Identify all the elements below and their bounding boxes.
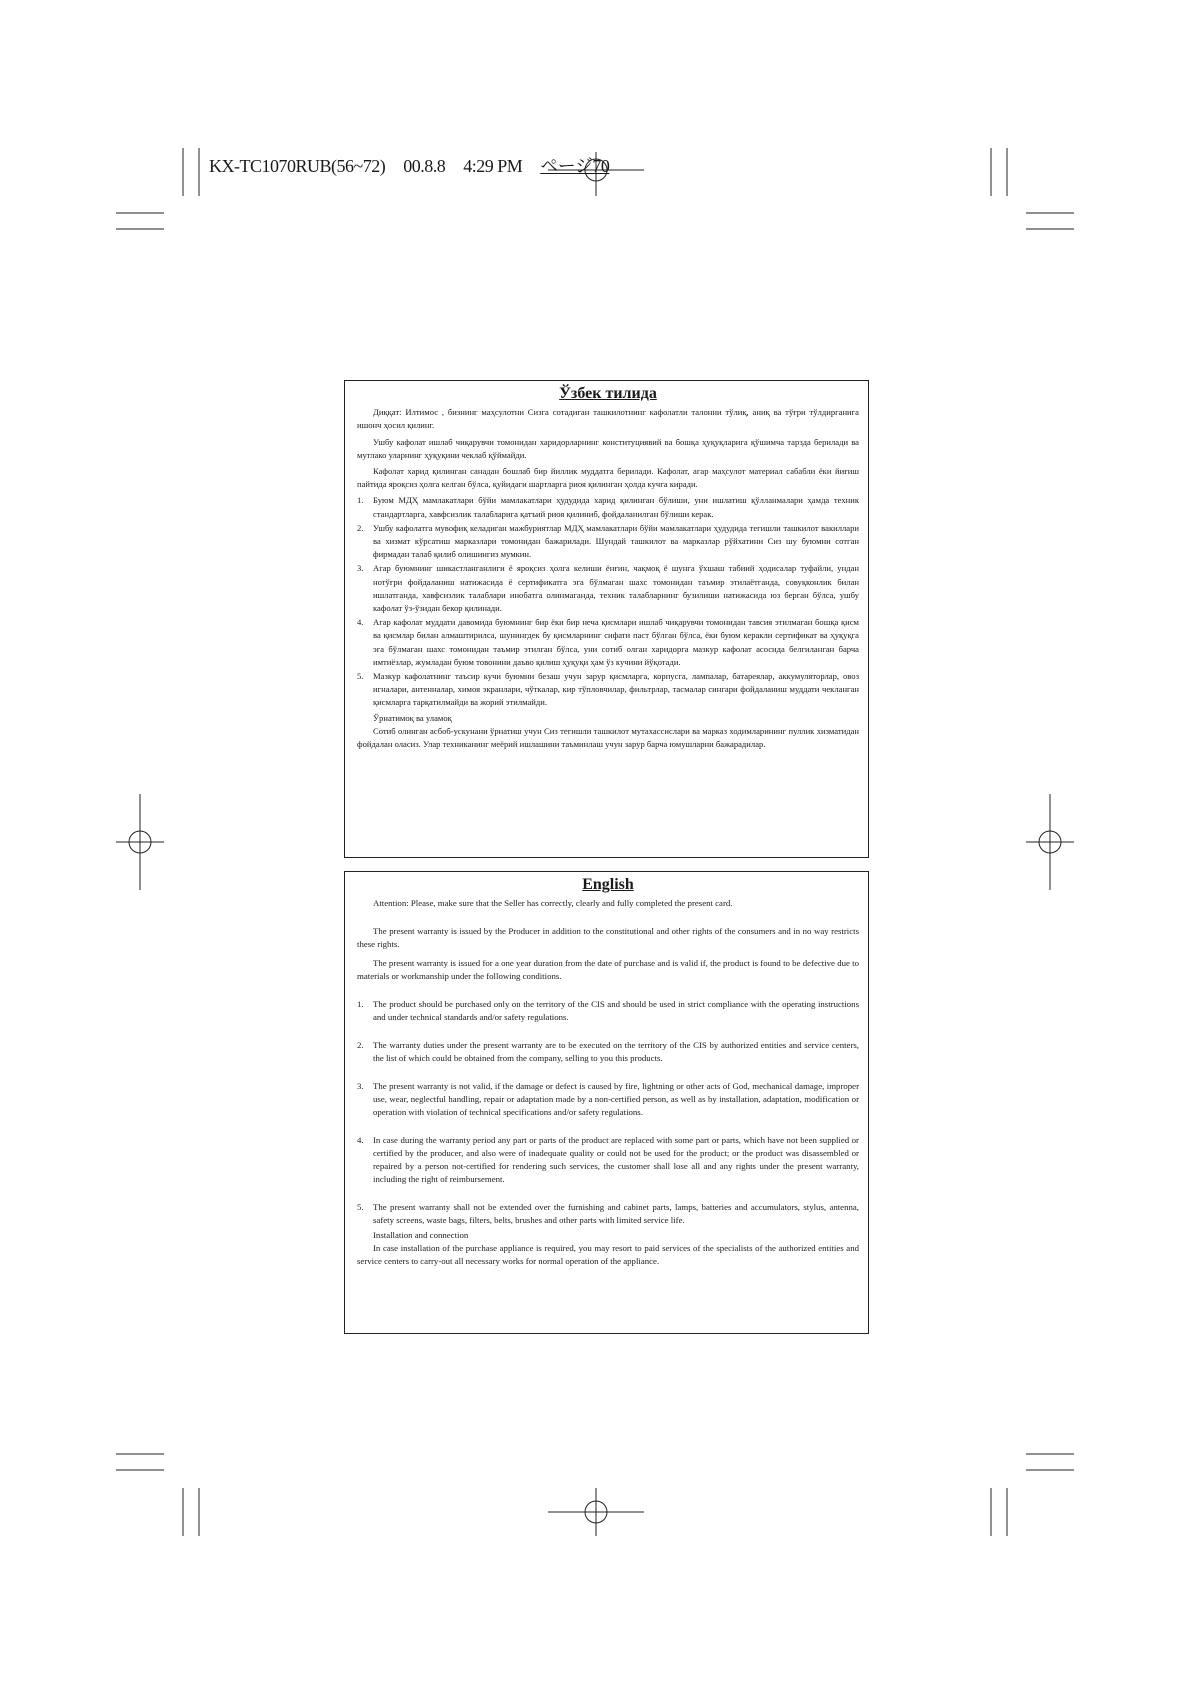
item-number: 4.	[357, 617, 364, 628]
item-text: The present warranty is not valid, if the damage or defect is caused by fire, lightning or other acts of God, mechanical damage, improper use, wear, neglectful handling, repair or adaptation made by a non-certified person, as well as by installation, adaptation, modification or operation with violation of technical specifications and/or safety regulations.	[373, 1081, 859, 1117]
list-item	[357, 1201, 859, 1227]
uzbek-title: Ўзбек тилида	[559, 385, 657, 402]
uzbek-paragraph: Ушбу кафолат ишлаб чиқарувчи томонидан харидорларнинг конституциявий ва бошқа ҳуқуқларига қўшимча тарзда берилади ва мутлако уларнинг ҳуқуқини чеклаб қўймайди.	[357, 436, 859, 460]
list-item	[357, 494, 859, 520]
item-number: 2.	[357, 522, 364, 533]
english-paragraph: The present warranty is issued by the Producer in addition to the constitutional and other rights of the consumers and in no way restricts these rights.	[357, 926, 859, 949]
header-page-label: ページ70	[540, 156, 610, 176]
uzbek-install-heading: Ўрнатимоқ ва уламоқ	[373, 712, 452, 723]
print-header	[209, 152, 609, 178]
item-number: 1.	[357, 495, 364, 506]
item-text: Мазкур кафолатнинг таъсир кучи буюмни безаш учун зарур қисмларга, корпусга, лампалар, батареялар, аккумуляторлар, овоз игналари, антенналар, химоя экранлари, чўткалар, кир тўпловчилар, фильтрлар, тасмалар сингари фойдаланиш муддати чекланган қисмларга тарқатилмайди ва жорий этилмайди.	[373, 671, 859, 708]
english-conditions-list	[357, 998, 859, 1227]
item-number: 5.	[357, 671, 364, 682]
uzbek-conditions-list	[357, 494, 859, 709]
list-item	[357, 1039, 859, 1065]
list-item	[357, 670, 859, 710]
english-install-heading: Installation and connection	[373, 1230, 469, 1240]
uzbek-paragraph: Кафолат харид қилинган санадан бошлаб бир йиллик муддатга берилади. Кафолат, агар маҳсулот материал сабабли ёки йиғиш пайтида яроқсиз ҳолга келган бўлса, қуйидаги шартларга риоя қилинган ҳолда кучга киради.	[357, 466, 859, 490]
item-number: 4.	[357, 1135, 364, 1145]
item-number: 1.	[357, 999, 364, 1009]
item-text: In case during the warranty period any part or parts of the product are replaced with some part or parts, which have not been supplied or certified by the producer, and also were of inadequate quality or could not be used for the product; or the product was disassembled or repaired by a person not-certified for rendering such services, the customer shall lose all and any rights under the present warranty, including the right of reimbursement.	[373, 1135, 859, 1184]
item-number: 3.	[357, 1081, 364, 1091]
item-text: Буюм МДҲ мамлакатлари бўйи мамлакатлари ҳудудида харид қилинган бўлиши, уни ишлатиш қўлланмалари ҳамда техник стандартларга, хавфсизлик талабларига қатъий риоя қилиниб, фойдаланилган бўлиши керак.	[373, 495, 859, 519]
list-item	[357, 522, 859, 562]
item-text: Агар буюмнинг шикастланганлиги ё яроқсиз ҳолга келиши ёнғин, чақмоқ ё шунга ўхшаш табиий ҳодисалар туфайли, ундан нотўғри фойдаланиш натижасида ё сертификатга эга бўлмаган шахс томонидан таъмир этилаётганда, совуқконлик билан ишлатганда, хавфсизлик талаблари инобатга олинмаганда, техник талабларнинг бузилиши натижасида юз берган бўлса, ушбу кафолат ўз-ўзидан бекор қилинади.	[373, 563, 859, 614]
item-text: Агар кафолат муддати давомида буюмнинг бир ёки бир неча қисмлари ишлаб чиқарувчи томонидан тавсия этилмаган бошқа қисм ва қисмлар билан алмаштирилса, шунингдек бу қисмларнинг сифати паст бўлган бўлса, ёки буюм керакли сертификат ва ҳуқуқга эга бўлмаган шахс томонидан таъмир этилган бўлса, уни сотиб олган харидорга мазкур кафолат асосида белгиланган барча имтиёзлар, жумладан буюм товонини даъво қилиш ҳуқуқи ҳам ўз кучини йўқотади.	[373, 617, 859, 667]
item-text: The present warranty shall not be extended over the furnishing and cabinet parts, lamps, batteries and accumulators, stylus, antenna, safety screens, waste bags, filters, belts, brushes and other parts with limited service life.	[373, 1202, 859, 1225]
item-number: 5.	[357, 1202, 364, 1212]
item-text: Ушбу кафолатга мувофиқ келадиган мажбуриятлар МДҲ мамлакатлари бўйи мамлакатлари ҳудудида тегишли ташкилот вакиллари ва хизмат кўрсатиш марказлари томонидан бажарилади. Шундай ташкилот ва марказлар рўйхатини Сиз шу буюмни сотган фирмадан талаб қилиб олишингиз мумкин.	[373, 522, 859, 560]
item-text: The warranty duties under the present warranty are to be executed on the territory of the CIS by authorized entities and service centers, the list of which could be obtained from the company, selling to you this products.	[373, 1040, 859, 1063]
list-item	[357, 562, 859, 615]
list-item	[357, 1134, 859, 1186]
header-date: 00.8.8	[403, 156, 446, 176]
header-file: KX-TC1070RUB(56~72)	[209, 156, 386, 176]
english-title: English	[582, 876, 634, 893]
header-time: 4:29 PM	[463, 156, 523, 176]
english-install-text: In case installation of the purchase appliance is required, you may resort to paid services of the specialists of the authorized entities and service centers to carry-out all necessary works for normal operation of the appliance.	[357, 1243, 859, 1266]
list-item	[357, 998, 859, 1024]
list-item	[357, 1080, 859, 1119]
list-item	[357, 616, 859, 669]
uzbek-paragraph: Диққат: Илтимос , бизнинг маҳсулотни Сизга сотадиган ташкилотнинг кафолатли талонни тўлиқ, аниқ ва тўғри тўлдирганига ишонч ҳосил қилинг.	[357, 407, 859, 431]
english-paragraph: The present warranty is issued for a one year duration from the date of purchase and is valid if, the product is found to be defective due to materials or workmanship under the following conditions.	[357, 958, 859, 981]
item-text: The product should be purchased only on the territory of the CIS and should be used in strict compliance with the operating instructions and under technical standards and/or safety regulations.	[373, 999, 859, 1022]
english-paragraph: Attention: Please, make sure that the Seller has correctly, clearly and fully completed the present card.	[373, 898, 733, 908]
item-number: 3.	[357, 563, 364, 574]
uzbek-install-text: Сотиб олинган асбоб-ускунани ўрнатиш учун Сиз тегишли ташкилот мутахассислари ва марказ ходимларининг пуллик хизматидан фойдалан оласиз. Улар техниканинг меёрий ишлашини таъминлаш учун зарур барча юмушларни бажарадилар.	[357, 725, 859, 750]
english-warranty-section	[344, 871, 869, 1334]
uzbek-warranty-section	[344, 380, 869, 858]
item-number: 2.	[357, 1040, 364, 1050]
